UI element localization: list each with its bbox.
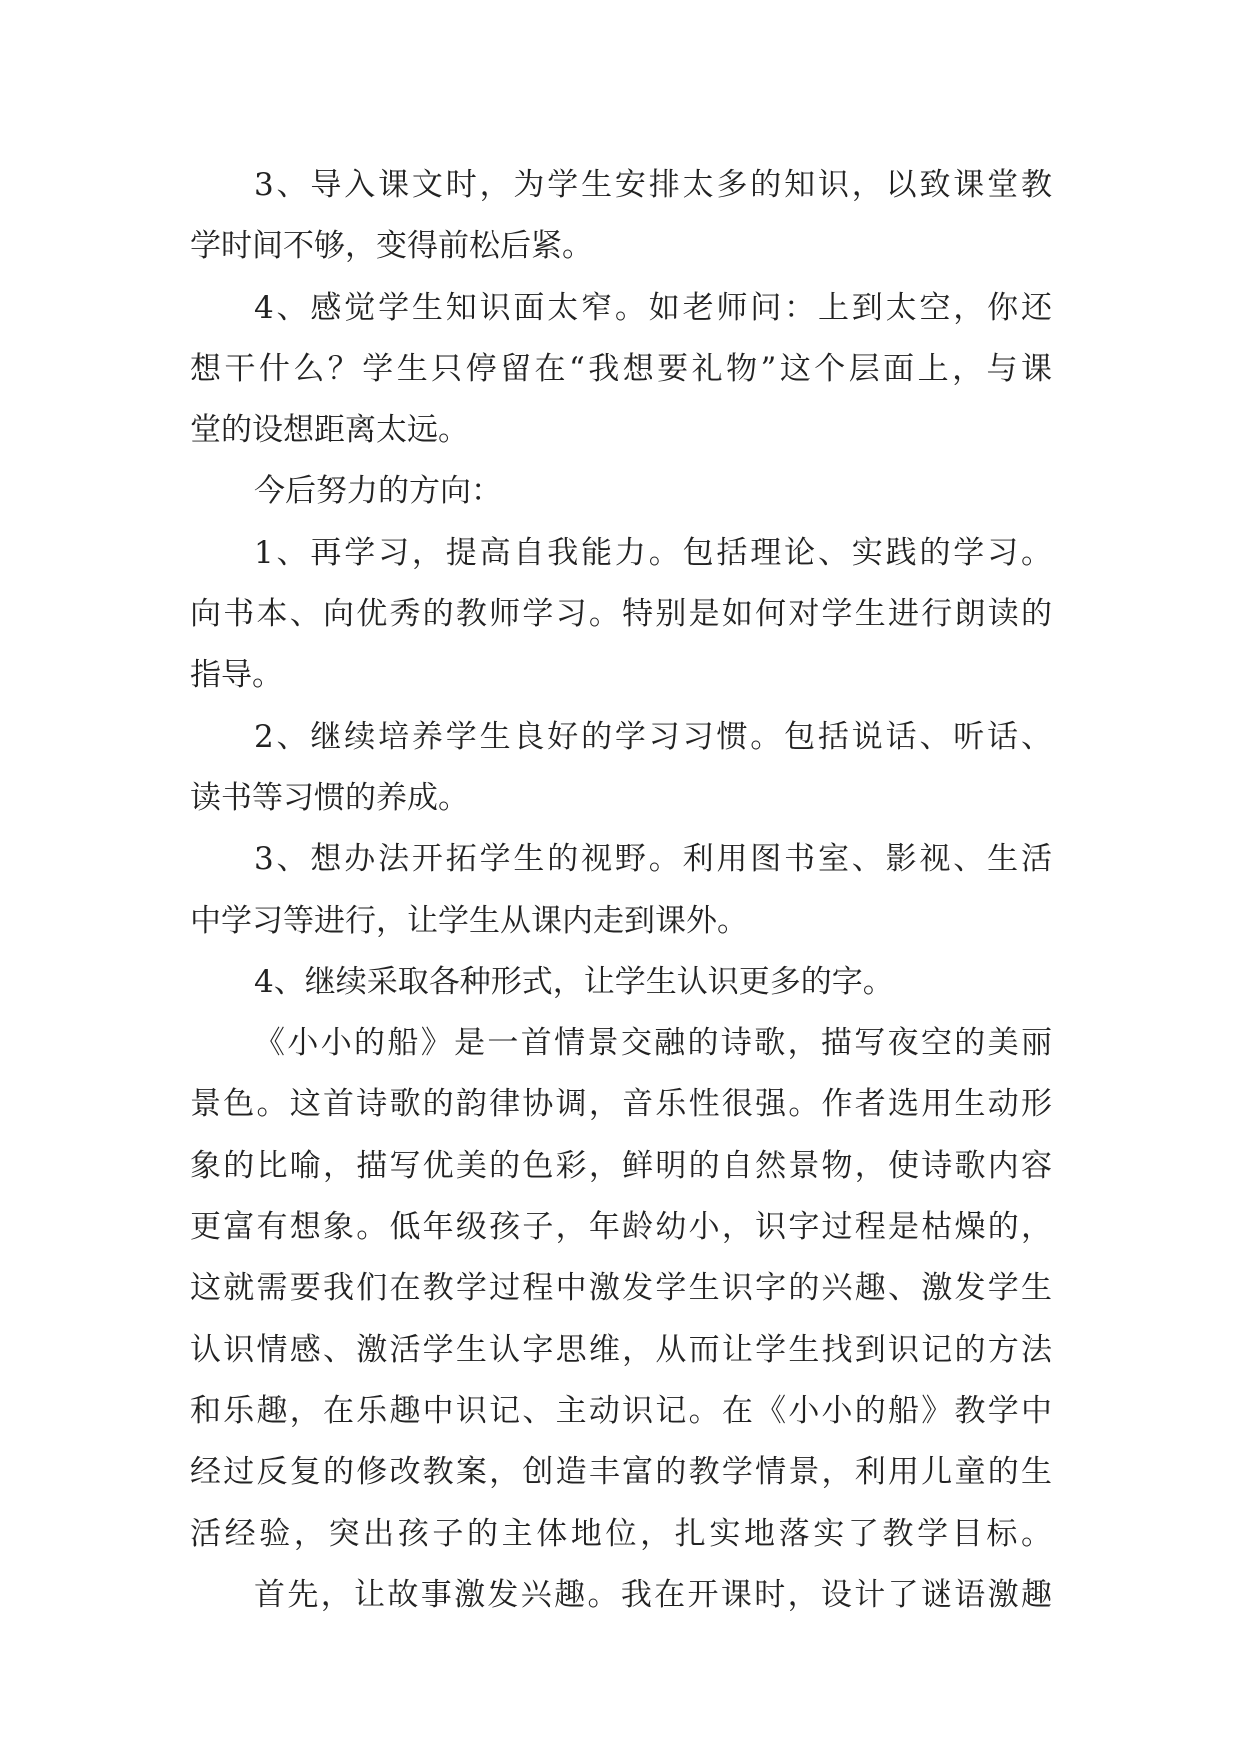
text-line: 4、继续采取各种形式，让学生认识更多的字。: [254, 963, 894, 1000]
text-line: 更富有想象。低年级孩子，年龄幼小，识字过程是枯燥的，: [190, 1209, 1052, 1246]
text-line: 想干什么？学生只停留在“我想要礼物”这个层面上，与课: [190, 350, 1052, 387]
text-line: 指导。: [190, 657, 283, 694]
text-line: 中学习等进行，让学生从课内走到课外。: [190, 902, 748, 939]
document-body: [190, 155, 1052, 1626]
text-line: 读书等习惯的养成。: [190, 779, 469, 816]
text-line: 象的比喻，描写优美的色彩，鲜明的自然景物，使诗歌内容: [190, 1147, 1052, 1184]
text-line: 1、再学习，提高自我能力。包括理论、实践的学习。: [254, 534, 1052, 571]
text-line: 景色。这首诗歌的韵律协调，音乐性很强。作者选用生动形: [190, 1086, 1052, 1123]
text-line: 3、导入课文时，为学生安排太多的知识，以致课堂教: [254, 167, 1052, 203]
text-line: 活经验，突出孩子的主体地位，扎实地落实了教学目标。: [190, 1515, 1052, 1552]
text-line: 3、想办法开拓学生的视野。利用图书室、影视、生活: [254, 841, 1052, 878]
text-line: 经过反复的修改教案，创造丰富的教学情景，利用儿童的生: [190, 1454, 1052, 1491]
text-line: 2、继续培养学生良好的学习习惯。包括说话、听话、: [254, 718, 1052, 755]
text-line: 《小小的船》是一首情景交融的诗歌，描写夜空的美丽: [254, 1025, 1052, 1062]
text-line: 认识情感、激活学生认字思维，从而让学生找到识记的方法: [190, 1331, 1052, 1368]
text-line: 这就需要我们在教学过程中激发学生识字的兴趣、激发学生: [190, 1270, 1052, 1307]
text-line: 学时间不够，变得前松后紧。: [190, 228, 593, 265]
text-line: 4、感觉学生知识面太窄。如老师问：上到太空，你还: [254, 289, 1052, 326]
text-line: 堂的设想距离太远。: [190, 412, 469, 449]
text-line: 首先，让故事激发兴趣。我在开课时，设计了谜语激趣: [254, 1576, 1052, 1613]
text-line: 和乐趣，在乐趣中识记、主动识记。在《小小的船》教学中: [190, 1392, 1052, 1429]
text-line: 今后努力的方向：: [254, 473, 502, 510]
text-line: 向书本、向优秀的教师学习。特别是如何对学生进行朗读的: [190, 596, 1052, 633]
